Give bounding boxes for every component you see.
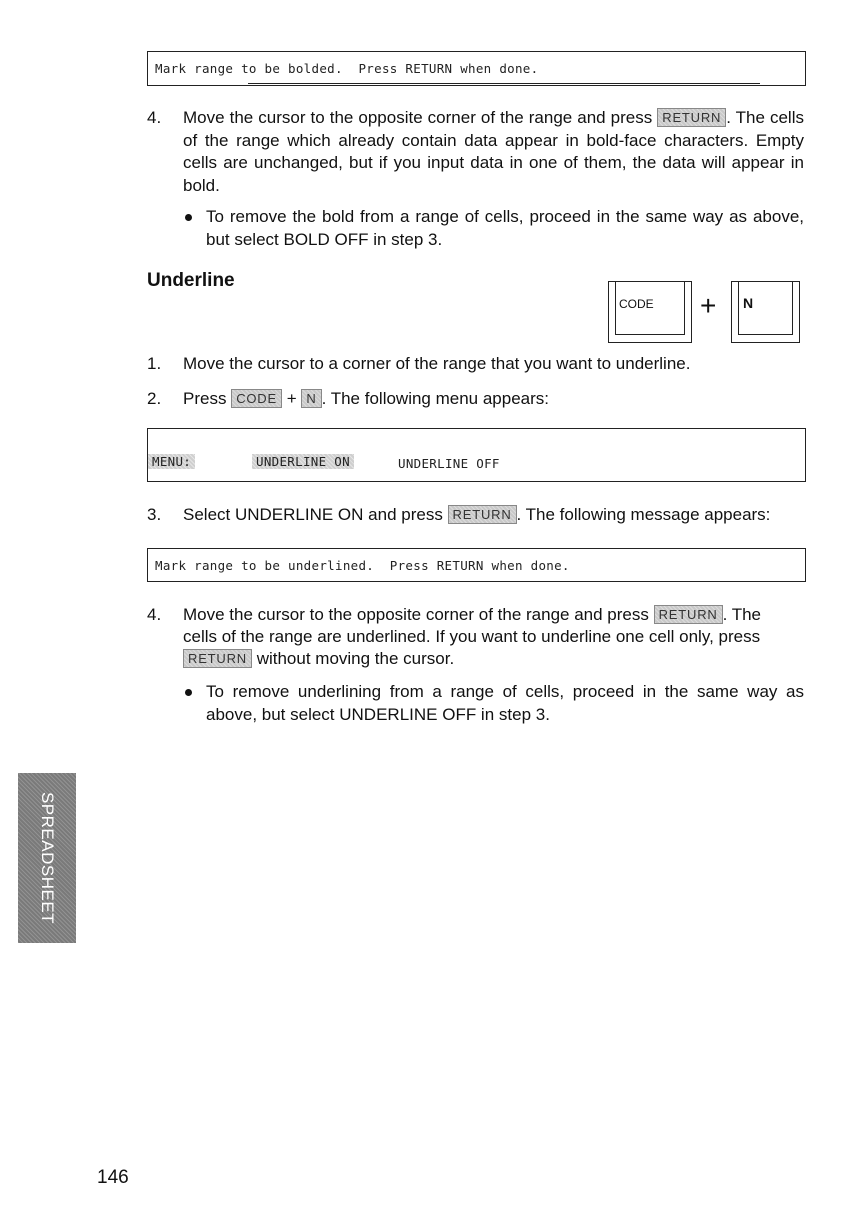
bullet-underline-text: To remove underlining from a range of cells, proceed in the same way as above, but select UNDERLINE OFF in step 3.	[206, 682, 804, 724]
n-keycap	[731, 281, 800, 343]
menu-label: MENU:	[148, 454, 195, 469]
bullet-bold-text: To remove the bold from a range of cells, proceed in the same way as above, but select BOLD OFF in step 3.	[206, 207, 804, 249]
plus-sign: +	[700, 290, 717, 321]
divider	[248, 83, 760, 84]
bold-message-text: Mark range to be bolded. Press RETURN when done.	[155, 61, 539, 76]
step-number: 1.	[147, 354, 162, 373]
step3-text: Select UNDERLINE ON and press RETURN . The following message appears:	[183, 505, 771, 524]
step-number: 2.	[147, 389, 162, 408]
n-key: N	[301, 389, 321, 408]
spreadsheet-section-tab	[18, 773, 76, 943]
return-key: RETURN	[654, 605, 723, 624]
page-number: 146	[97, 1167, 129, 1188]
section-tab-label: SPREADSHEET	[38, 791, 57, 925]
bullet-icon	[185, 689, 192, 696]
n-keycap-label: N	[743, 295, 754, 311]
step1-text: Move the cursor to a corner of the range that you want to underline.	[183, 354, 691, 373]
step4-underline-line1: Move the cursor to the opposite corner of the range and press RETURN . The	[183, 605, 762, 624]
divider	[536, 429, 805, 430]
menu-option-underline-off[interactable]: UNDERLINE OFF	[398, 456, 500, 471]
menu-option-underline-on[interactable]: UNDERLINE ON	[252, 454, 354, 469]
step4-underline-line2: cells of the range are underlined. If you want to underline one cell only, press	[183, 627, 761, 646]
underline-message-text: Mark range to be underlined. Press RETURN when done.	[155, 558, 570, 573]
return-key: RETURN	[448, 505, 517, 524]
section-title: Underline	[147, 270, 235, 291]
bold-message-box	[147, 51, 806, 86]
menu-box	[147, 428, 806, 482]
bullet-icon	[185, 214, 192, 221]
step2-text: Press CODE + N . The following menu appears:	[183, 389, 550, 408]
return-key: RETURN	[657, 108, 726, 127]
step4-underline-line3: RETURN without moving the cursor.	[183, 648, 804, 671]
code-keycap	[608, 281, 692, 343]
code-key: CODE	[231, 389, 282, 408]
return-key: RETURN	[183, 649, 252, 668]
step-number: 4.	[147, 108, 162, 127]
underline-message-box	[147, 548, 806, 582]
code-keycap-label: CODE	[619, 297, 654, 311]
step4-bold-text: Move the cursor to the opposite corner of the range and press RETURN . The cells of the range which already contain data appear in bold-face characters. Empty cells are unchanged, but if you input data in one of them, the data will appear in bold.	[183, 108, 804, 195]
step-number: 4.	[147, 605, 162, 624]
step-number: 3.	[147, 505, 162, 524]
